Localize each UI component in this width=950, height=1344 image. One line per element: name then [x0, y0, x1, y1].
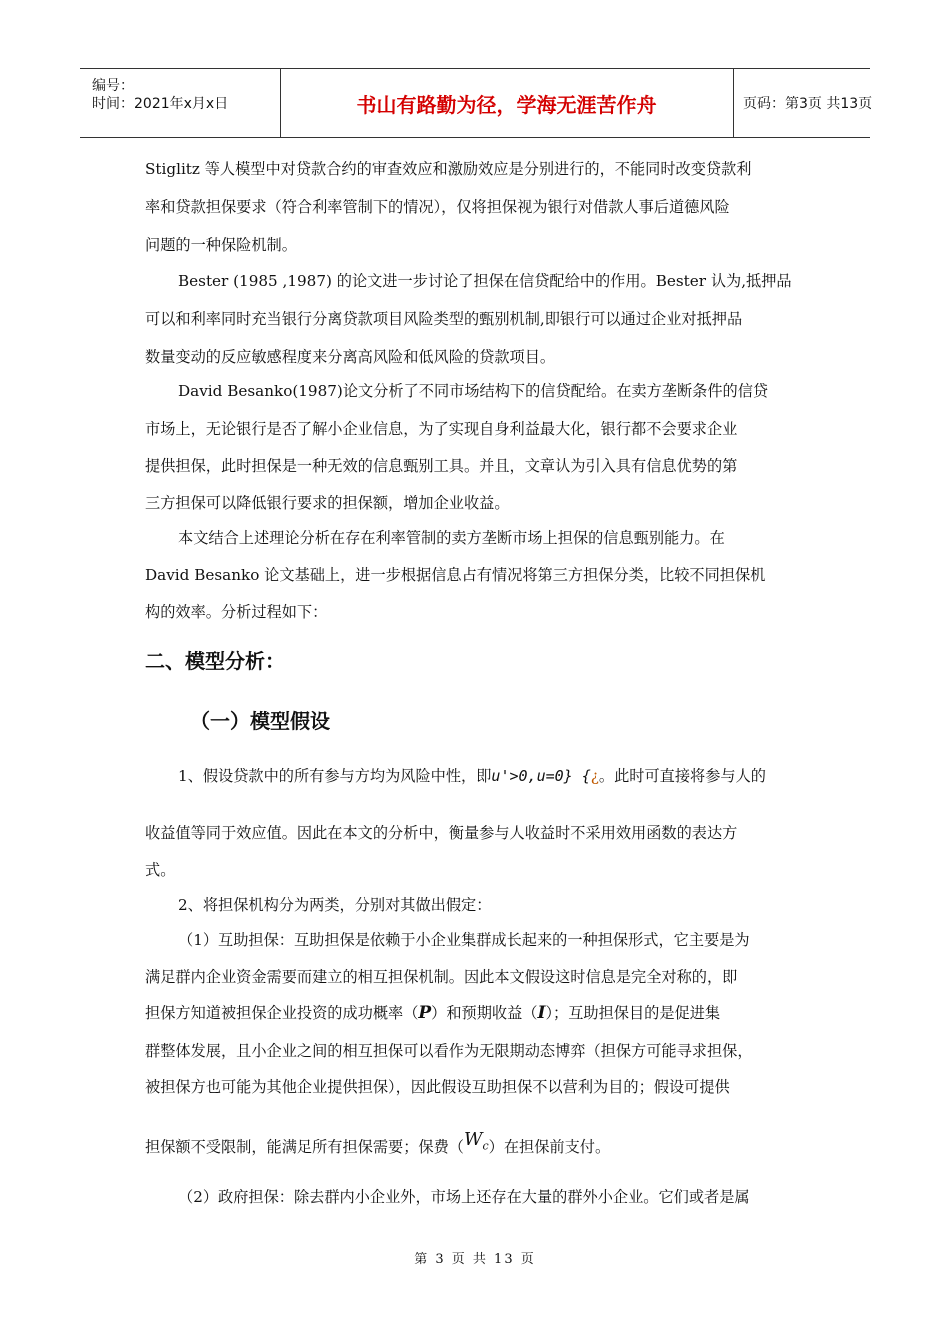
text-segment: 担保额不受限制，能满足所有担保需要；保费（ [145, 1138, 464, 1156]
text-line: 率和贷款担保要求（符合利率管制下的情况），仅将担保视为银行对借款人事后道德风险 [145, 198, 730, 216]
premium-symbol-sub: c [482, 1139, 489, 1153]
text-line: David Besanko(1987)论文分析了不同市场结构下的信贷配给。在卖方垄断条件的信贷 [178, 382, 769, 400]
text-line [145, 1129, 611, 1160]
text-line: （2）政府担保：除去群内小企业外，市场上还存在大量的群外小企业。它们或者是属 [178, 1188, 750, 1206]
garbled-glyph: ¿ [590, 767, 599, 785]
text-line: 数量变动的反应敏感程度来分离高风险和低风险的贷款项目。 [145, 348, 556, 366]
header-motto: 书山有路勤为径，学海无涯苦作舟 [356, 92, 657, 117]
number-label: 编号： [92, 78, 134, 94]
text-segment: ）；互助担保目的是促进集 [545, 1004, 721, 1022]
text-line: 2、将担保机构分为两类，分别对其做出假定： [178, 896, 492, 914]
utility-formula: u'>0,u=0} { [491, 767, 591, 785]
page-header [80, 68, 873, 138]
text-line: 群整体发展，且小企业之间的相互担保可以看作为无限期动态博弈（担保方可能寻求担保， [145, 1042, 753, 1060]
text-line [145, 1002, 720, 1023]
text-line: Bester (1985 ,1987) 的论文进一步讨论了担保在信贷配给中的作用。Bester 认为,抵押品 [178, 272, 792, 290]
text-line: 满足群内企业资金需要而建立的相互担保机制。因此本文假设这时信息是完全对称的，即 [145, 968, 738, 986]
text-line: 式。 [145, 861, 176, 879]
text-line: 构的效率。分析过程如下： [145, 603, 328, 621]
income-symbol: I [537, 1003, 546, 1023]
page-footer: 第 3 页 共 13 页 [414, 1252, 536, 1267]
premium-symbol-base: W [463, 1129, 483, 1150]
text-line: 三方担保可以降低银行要求的担保额，增加企业收益。 [145, 494, 510, 512]
text-line: 被担保方也可能为其他企业提供担保），因此假设互助担保不以营利为目的；假设可提供 [145, 1078, 730, 1096]
text-segment: ）在担保前支付。 [488, 1138, 611, 1156]
text-line [178, 765, 766, 786]
text-line: David Besanko 论文基础上，进一步根据信息占有情况将第三方担保分类，比较不同担保机 [145, 566, 766, 584]
text-segment: ）和预期收益（ [431, 1004, 538, 1022]
header-left-cell [80, 69, 281, 137]
text-line: （1）互助担保：互助担保是依赖于小企业集群成长起来的一种担保形式，它主要是为 [178, 931, 750, 949]
text-line: 本文结合上述理论分析在存在利率管制的卖方垄断市场上担保的信息甄别能力。在 [178, 529, 725, 547]
text-line: 提供担保，此时担保是一种无效的信息甄别工具。并且，文章认为引入具有信息优势的第 [145, 457, 738, 475]
probability-symbol: P [418, 1003, 432, 1023]
header-page-info: 页码：第3页 共13页 [743, 96, 873, 112]
section-heading: 二、模型分析： [145, 649, 285, 673]
text-line: Stiglitz 等人模型中对贷款合约的审查效应和激励效应是分别进行的，不能同时改变贷款利 [145, 160, 752, 178]
text-line: 市场上，无论银行是否了解小企业信息，为了实现自身利益最大化，银行都不会要求企业 [145, 420, 738, 438]
text-line: 收益值等同于效应值。因此在本文的分析中，衡量参与人收益时不采用效用函数的表达方 [145, 824, 738, 842]
text-line: 可以和利率同时充当银行分离贷款项目风险类型的甄别机制,即银行可以通过企业对抵押品 [145, 310, 743, 328]
subsection-heading: （一）模型假设 [190, 709, 330, 733]
text-line: 问题的一种保险机制。 [145, 236, 297, 254]
time-label: 时间：2021年x月x日 [92, 96, 229, 112]
header-motto-cell [280, 69, 734, 137]
text-segment: 。此时可直接将参与人的 [598, 767, 766, 785]
text-segment: 1、假设贷款中的所有参与方均为风险中性，即 [178, 767, 492, 785]
text-segment: 担保方知道被担保企业投资的成功概率（ [145, 1004, 419, 1022]
premium-symbol [463, 1129, 489, 1153]
